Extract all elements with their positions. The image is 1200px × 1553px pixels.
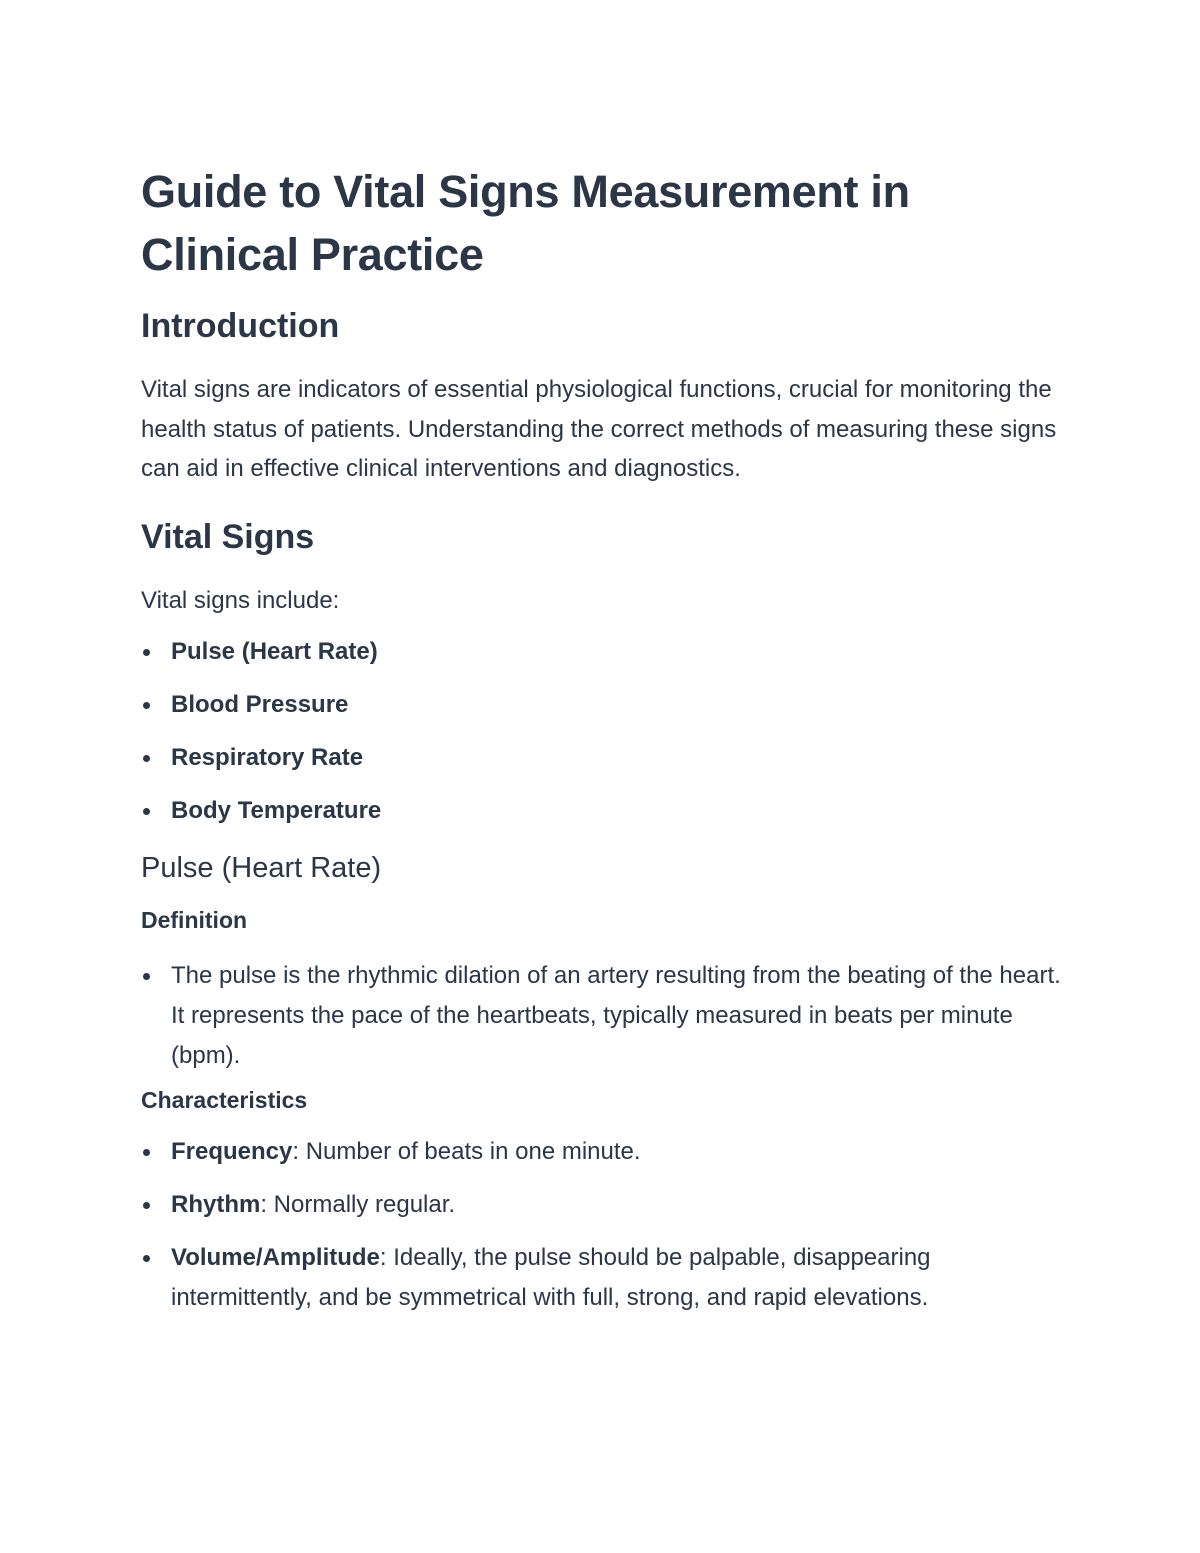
list-item-label: Respiratory Rate — [171, 744, 364, 771]
introduction-heading: Introduction — [141, 307, 340, 345]
list-item — [141, 685, 1061, 725]
vital-signs-list — [141, 632, 1061, 831]
characteristics-list — [141, 1132, 1061, 1318]
list-item — [141, 791, 1061, 831]
characteristic-text: : Normally regular. — [260, 1191, 456, 1218]
bullet-icon — [143, 1255, 150, 1262]
vital-signs-lead: Vital signs include: — [141, 586, 340, 614]
pulse-heading: Pulse (Heart Rate) — [141, 852, 382, 884]
definition-text: The pulse is the rhythmic dilation of an artery resulting from the beating of the heart. It represents the pace of the heartbeats, typically measured in beats per minute (bpm). — [171, 962, 1061, 1069]
list-item — [141, 632, 1061, 672]
list-item-label: Pulse (Heart Rate) — [171, 638, 378, 665]
definition-list — [141, 956, 1061, 1076]
document-page — [141, 160, 1061, 1318]
introduction-paragraph: Vital signs are indicators of essential physiological functions, crucial for monitoring the health status of patients. Understanding the correct methods of measuring these signs can aid in effective clinical interventions and diagnostics. — [141, 376, 1057, 482]
list-item-label: Blood Pressure — [171, 691, 349, 718]
characteristic-text: : Ideally, the pulse should be palpable, disappearing intermittently, and be symmetrical with full, strong, and rapid elevations. — [171, 1244, 931, 1311]
definition-heading: Definition — [141, 907, 248, 933]
characteristic-term: Rhythm — [171, 1191, 261, 1218]
list-item — [141, 956, 1061, 1076]
bullet-icon — [143, 702, 150, 709]
bullet-icon — [143, 649, 150, 656]
list-item — [141, 1238, 1061, 1318]
characteristic-term: Frequency — [171, 1138, 293, 1165]
list-item — [141, 1132, 1061, 1172]
list-item — [141, 738, 1061, 778]
characteristic-text: : Number of beats in one minute. — [292, 1138, 641, 1165]
vital-signs-heading: Vital Signs — [141, 517, 315, 556]
bullet-icon — [143, 1149, 150, 1156]
document-title: Guide to Vital Signs Measurement in Clinical Practice — [141, 166, 910, 280]
characteristics-heading: Characteristics — [141, 1087, 308, 1113]
bullet-icon — [143, 1202, 150, 1209]
bullet-icon — [143, 808, 150, 815]
bullet-icon — [143, 755, 150, 762]
list-item-label: Body Temperature — [171, 797, 382, 824]
bullet-icon — [143, 973, 150, 980]
characteristic-term: Volume/Amplitude — [171, 1244, 380, 1271]
list-item — [141, 1185, 1061, 1225]
